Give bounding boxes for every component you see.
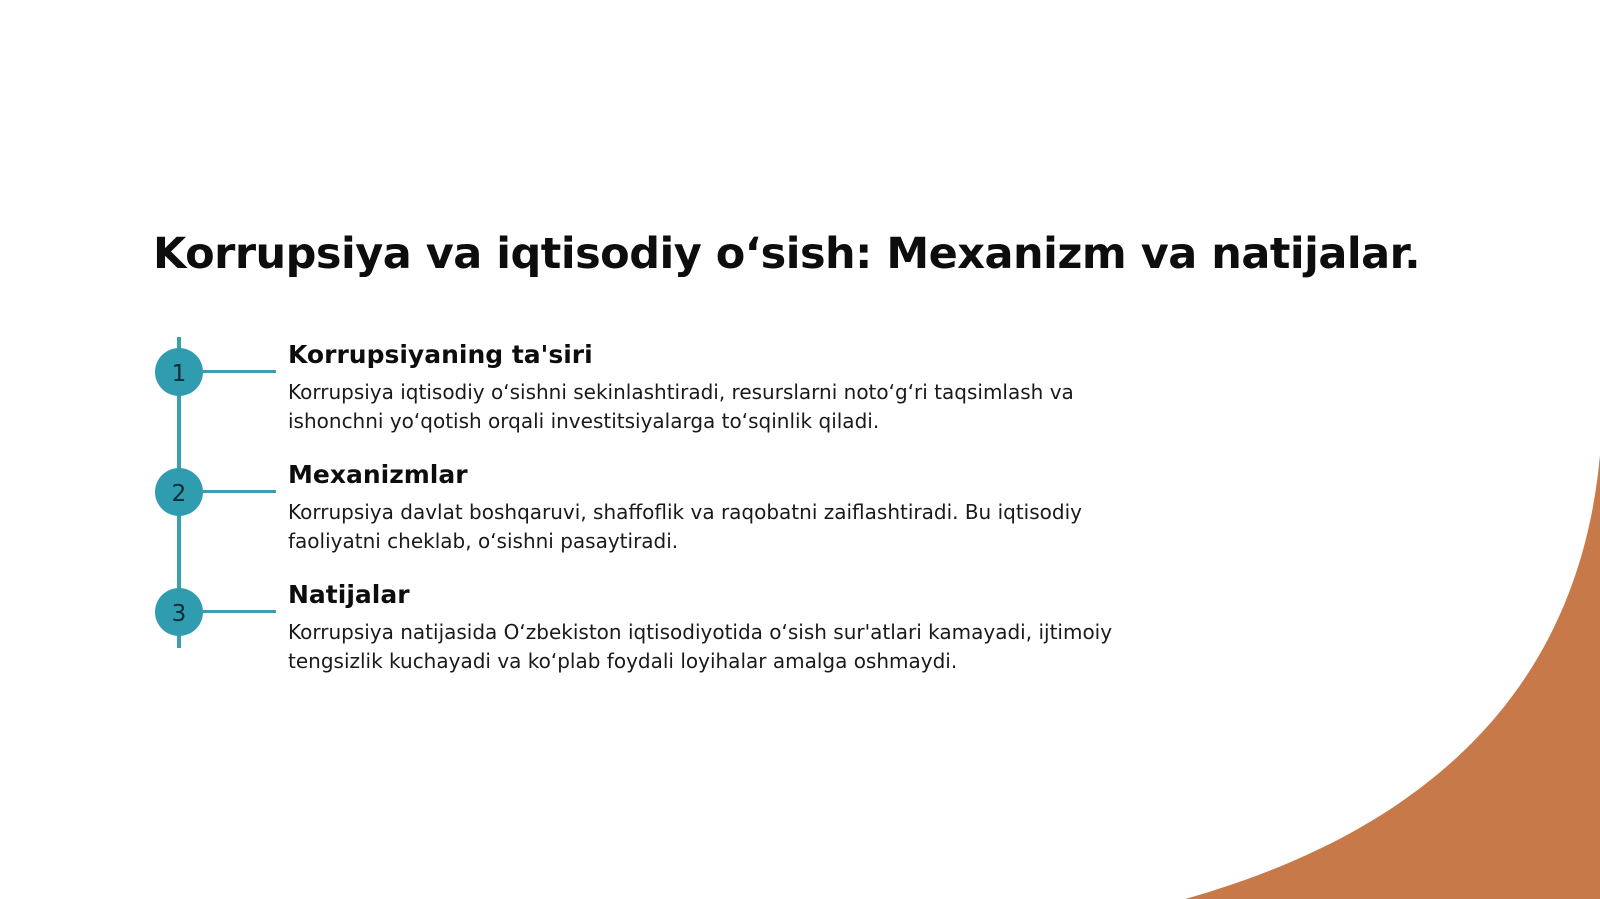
step-number-badge: 2 — [155, 468, 203, 516]
step-heading: Korrupsiyaning ta'siri — [288, 340, 593, 369]
step-description: Korrupsiya davlat boshqaruvi, shaffoflik va raqobatni zaiflashtiradi. Bu iqtisodiy faoliyatni cheklab, o‘sishni pasaytiradi. — [288, 500, 1082, 553]
step-heading: Natijalar — [288, 580, 410, 609]
step-number-badge: 3 — [155, 588, 203, 636]
step-heading: Mexanizmlar — [288, 460, 468, 489]
step-number-badge: 1 — [155, 348, 203, 396]
step-connector — [203, 370, 276, 373]
step-description: Korrupsiya natijasida O‘zbekiston iqtisodiyotida o‘sish sur'atlari kamayadi, ijtimoiy tengsizlik kuchayadi va ko‘plab foydali loyihalar amalga oshmaydi. — [288, 620, 1113, 673]
slide-title: Korrupsiya va iqtisodiy o‘sish: Mexanizm va natijalar. — [153, 229, 1421, 279]
corner-arc-shape — [1185, 455, 1600, 899]
step-connector — [203, 490, 276, 493]
step-connector — [203, 610, 276, 613]
step-description: Korrupsiya iqtisodiy o‘sishni sekinlashtiradi, resurslarni noto‘g‘ri taqsimlash va ishonchni yo‘qotish orqali investitsiyalarga to‘sqinlik qiladi. — [288, 380, 1074, 433]
